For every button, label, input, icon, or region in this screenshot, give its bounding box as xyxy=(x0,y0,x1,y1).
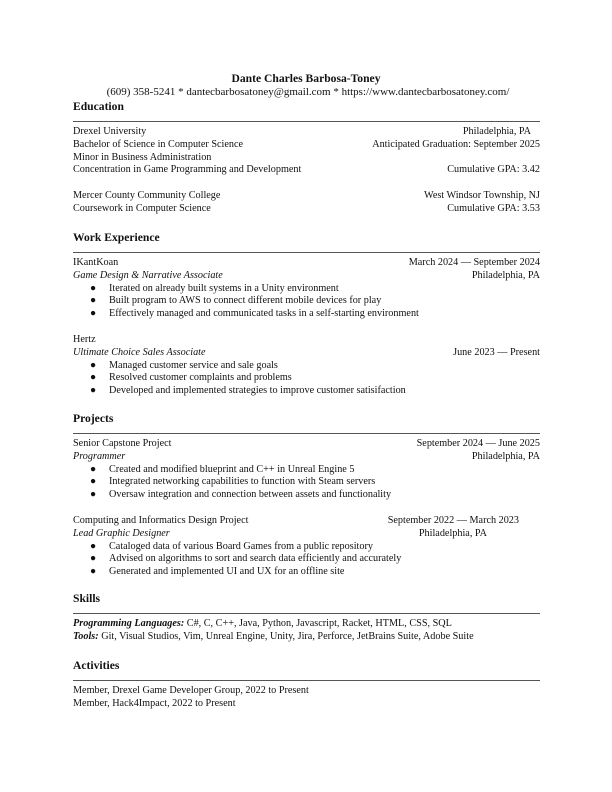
gpa: Cumulative GPA: 3.42 xyxy=(447,164,540,176)
projects-section xyxy=(73,412,540,579)
resume-header xyxy=(0,72,612,99)
school-name: Mercer County Community College xyxy=(73,190,221,202)
skills-section xyxy=(73,592,540,644)
company-name: Hertz xyxy=(73,333,96,345)
work-section xyxy=(73,231,540,398)
job-bullets xyxy=(73,283,540,321)
education-section xyxy=(73,100,540,216)
minor: Minor in Business Administration xyxy=(73,151,212,163)
concentration-row xyxy=(73,164,540,177)
list-item: ● Cataloged data of various Board Games from a public repository xyxy=(90,540,373,552)
job-dates: March 2024 — September 2024 xyxy=(408,257,540,268)
job-row xyxy=(73,257,540,270)
languages-row xyxy=(73,618,540,631)
coursework-row xyxy=(73,203,540,216)
section-divider xyxy=(73,680,540,681)
role-row xyxy=(73,451,540,464)
project-bullets xyxy=(73,464,540,502)
section-divider xyxy=(73,613,540,614)
job-row xyxy=(73,334,540,347)
coursework: Coursework in Computer Science xyxy=(73,202,211,214)
skills-title: Skills xyxy=(73,592,101,605)
company-name: IKantKoan xyxy=(73,257,119,268)
project-location: Philadelphia, PA xyxy=(418,527,487,539)
languages-value: C#, C, C++, Java, Python, Javascript, Racket, HTML, CSS, SQL xyxy=(184,618,452,629)
school-name: Drexel University xyxy=(73,126,147,137)
projects-title: Projects xyxy=(73,412,114,425)
job-role: Ultimate Choice Sales Associate xyxy=(73,346,206,358)
section-divider xyxy=(73,121,540,122)
project-dates: September 2022 — March 2023 xyxy=(387,514,519,526)
activity-item: Member, Drexel Game Developer Group, 2022 to Present xyxy=(73,685,309,696)
list-item: ● Effectively managed and communicated tasks in a self-starting environment xyxy=(90,308,419,320)
candidate-name: Dante Charles Barbosa-Toney xyxy=(231,72,381,85)
list-item: ● Iterated on already built systems in a Unity environment xyxy=(90,282,339,294)
activity-item: Member, Hack4Impact, 2022 to Present xyxy=(73,697,236,709)
school-location: West Windsor Township, NJ xyxy=(424,190,540,202)
education-title: Education xyxy=(73,100,124,113)
list-item: ● Developed and implemented strategies to improve customer satisifaction xyxy=(90,385,406,397)
project-dates: September 2024 — June 2025 xyxy=(416,438,540,449)
job-bullets xyxy=(73,360,540,398)
list-item: ● Oversaw integration and connection between assets and functionality xyxy=(90,489,392,501)
list-item: ● Resolved customer complaints and problems xyxy=(90,372,292,384)
project-name: Senior Capstone Project xyxy=(73,438,172,449)
languages-label: Programming Languages: xyxy=(73,618,185,629)
section-divider xyxy=(73,252,540,253)
project-role: Lead Graphic Designer xyxy=(73,527,170,539)
school-location: Philadelphia, PA xyxy=(462,126,531,137)
job-role: Game Design & Narrative Associate xyxy=(73,269,223,281)
work-title: Work Experience xyxy=(73,231,160,244)
graduation-date: Anticipated Graduation: September 2025 xyxy=(372,138,540,150)
minor-row xyxy=(73,152,540,165)
concentration: Concentration in Game Programming and Development xyxy=(73,164,302,176)
list-item: ● Generated and implemented UI and UX for an offline site xyxy=(90,566,345,578)
job-location: Philadelphia, PA xyxy=(471,269,540,281)
activities-title: Activities xyxy=(73,659,120,672)
list-item: ● Built program to AWS to connect different mobile devices for play xyxy=(90,295,382,307)
degree: Bachelor of Science in Computer Science xyxy=(73,138,244,150)
role-row xyxy=(73,270,540,283)
tools-row xyxy=(73,631,540,644)
list-item: ● Created and modified blueprint and C++ in Unreal Engine 5 xyxy=(90,463,355,475)
list-item: ● Integrated networking capabilities to function with Steam servers xyxy=(90,476,376,488)
contact-line: (609) 358-5241 * dantecbarbosatoney@gmail.com * https://www.dantecbarbosatoney.com/ xyxy=(106,86,510,98)
school-row xyxy=(73,126,531,139)
tools-label: Tools: xyxy=(73,630,99,642)
degree-row xyxy=(73,139,540,152)
project-row xyxy=(73,438,540,451)
role-row xyxy=(73,528,487,541)
project-location: Philadelphia, PA xyxy=(471,450,540,462)
list-item: ● Advised on algorithms to sort and search data efficiently and accurately xyxy=(90,553,402,565)
list-item: ● Managed customer service and sale goals xyxy=(90,359,278,371)
tools-value: Git, Visual Studios, Vim, Unreal Engine, Unity, Jira, Perforce, JetBrains Suite, Adobe Suite xyxy=(98,630,474,642)
project-row xyxy=(73,515,519,528)
role-row xyxy=(73,347,540,360)
project-bullets xyxy=(73,541,540,579)
project-name: Computing and Informatics Design Project xyxy=(73,514,249,526)
activities-section xyxy=(73,659,540,711)
school-row xyxy=(73,190,540,203)
section-divider xyxy=(73,433,540,434)
gpa: Cumulative GPA: 3.53 xyxy=(447,202,540,214)
job-dates: June 2023 — Present xyxy=(453,346,540,358)
project-role: Programmer xyxy=(73,450,126,462)
